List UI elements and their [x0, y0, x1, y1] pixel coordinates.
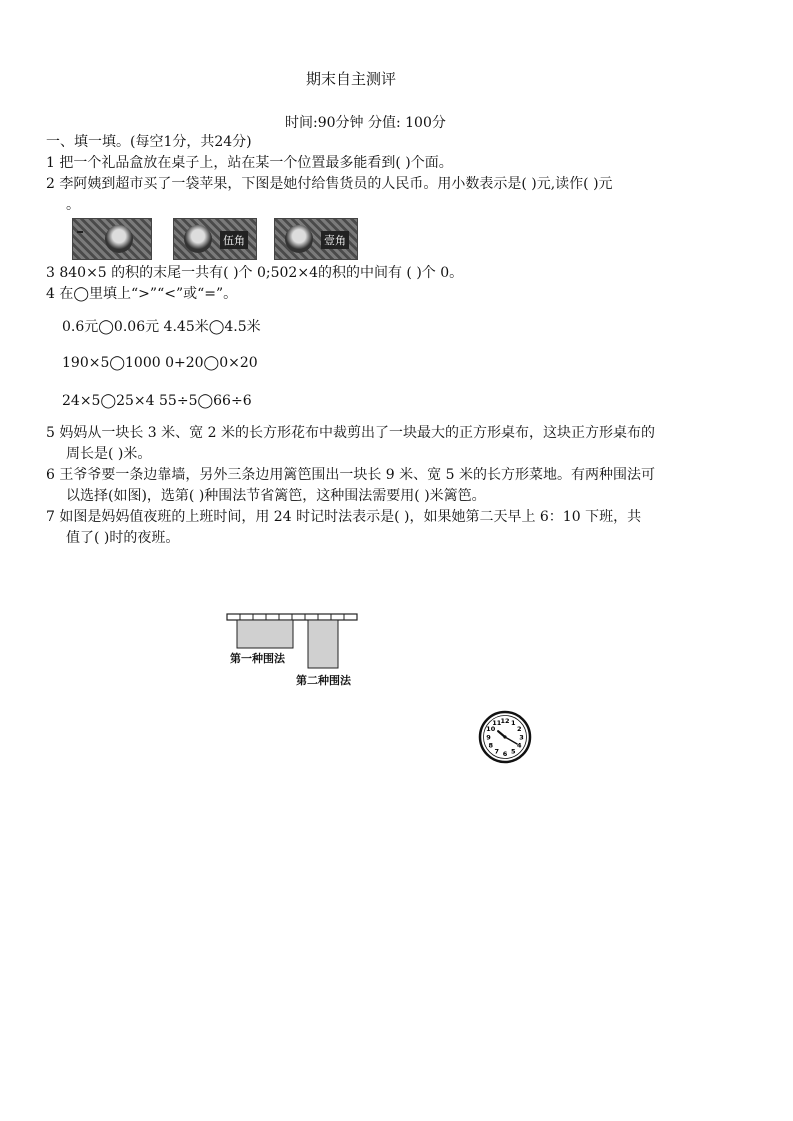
question-4-row2: 190×5◯1000 0+20◯0×20 [62, 355, 258, 371]
question-7-line2: 值了( )时的夜班。 [66, 530, 180, 546]
banknote-3-denomination: 壹角 [321, 231, 349, 249]
clock-number: 4 [517, 741, 522, 750]
question-2-line1: 2 李阿姨到超市买了一袋苹果，下图是她付给售货员的人民币。用小数表示是( )元,读作( )元 [46, 176, 613, 192]
question-5-line2: 周长是( )米。 [66, 446, 152, 462]
question-6-line2: 以选择(如图)，选第( )种围法节省篱笆，这种围法需要用( )米篱笆。 [66, 488, 486, 504]
clock-number: 7 [494, 747, 500, 756]
question-7-line1: 7 如图是妈妈值夜班的上班时间，用 24 时记时法表示是( )，如果她第二天早上 6：10 下班，共 [46, 509, 642, 525]
question-1: 1 把一个礼品盒放在桌子上，站在某一个位置最多能看到( )个面。 [46, 155, 453, 171]
page-subtitle: 时间:90分钟 分值: 100分 [285, 115, 446, 131]
banknote-1-denomination [77, 231, 83, 233]
page-title: 期末自主测评 [306, 70, 397, 88]
banknote-1 [72, 218, 152, 260]
clock-number: 12 [500, 716, 510, 725]
clock-number: 11 [492, 719, 502, 728]
clock-number: 8 [488, 741, 493, 750]
question-4: 4 在◯里填上“>”“<”或“=”。 [46, 286, 238, 302]
clock-number: 2 [517, 725, 522, 734]
clock-icon [478, 710, 532, 764]
clock-number: 5 [510, 747, 516, 756]
banknote-2-denomination: 伍角 [220, 231, 248, 249]
banknote-3 [274, 218, 358, 260]
question-5-line1: 5 妈妈从一块长 3 米、宽 2 米的长方形花布中裁剪出了一块最大的正方形桌布，这块正方形桌布的 [46, 425, 655, 441]
clock-number: 3 [519, 733, 524, 742]
clock-number: 9 [486, 733, 491, 742]
question-6-line1: 6 王爷爷要一条边靠墙，另外三条边用篱笆围出一块长 9 米、宽 5 米的长方形菜地。有两种围法可 [46, 467, 655, 483]
question-3: 3 840×5 的积的末尾一共有( )个 0;502×4的积的中间有 ( )个 0。 [46, 265, 464, 281]
clock-number: 1 [510, 719, 516, 728]
banknote-2 [173, 218, 257, 260]
fence-caption-2: 第二种围法 [296, 674, 351, 687]
clock-number: 10 [486, 725, 496, 734]
question-4-row3: 24×5◯25×4 55÷5◯66÷6 [62, 393, 252, 409]
question-2-line2: 。 [66, 197, 80, 213]
clock-center [503, 735, 506, 738]
fence-option-1 [237, 620, 293, 648]
question-4-row1: 0.6元◯0.06元 4.45米◯4.5米 [62, 319, 261, 335]
fence-caption-1: 第一种围法 [230, 652, 285, 665]
clock-number: 6 [502, 749, 508, 758]
section-heading: 一、填一填。(每空1分，共24分) [46, 134, 252, 150]
fence-option-2 [308, 620, 338, 668]
